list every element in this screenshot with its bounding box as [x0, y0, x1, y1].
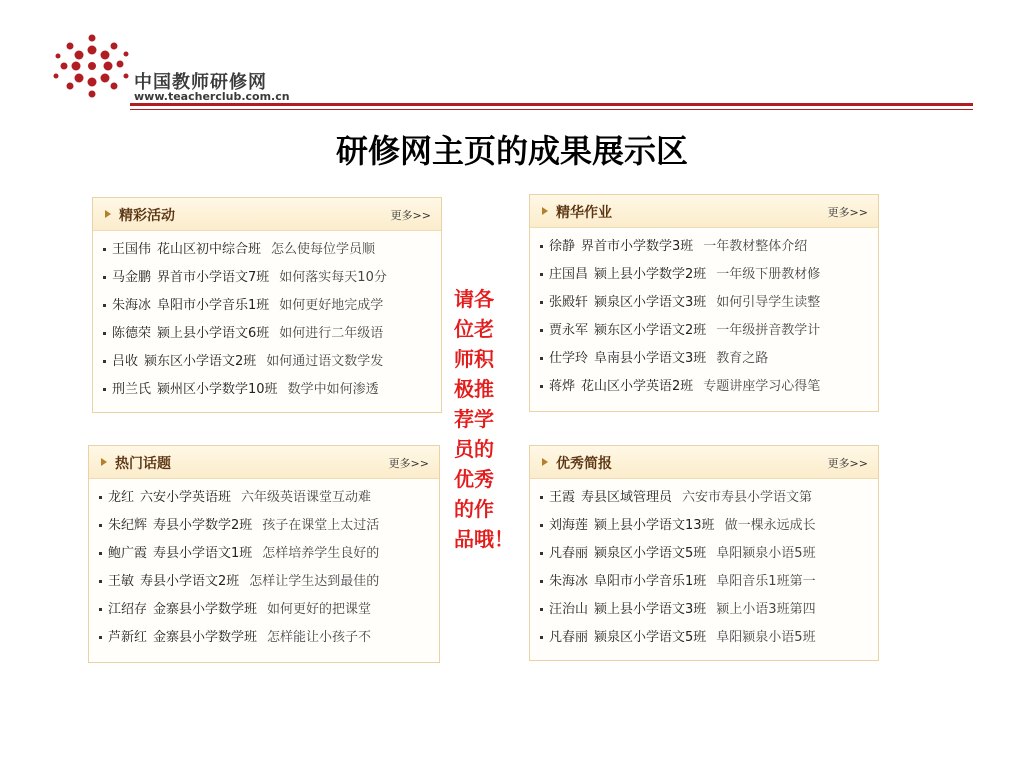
item-topic[interactable]: 怎样能让小孩子不 — [267, 630, 372, 645]
class-name[interactable]: 阜南县小学语文3班 — [594, 351, 707, 366]
item-topic[interactable]: 六年级英语课堂互动难 — [241, 490, 372, 505]
list-item[interactable] — [93, 236, 441, 264]
triangle-right-icon — [542, 207, 548, 215]
author-name[interactable]: 凡春丽 — [549, 630, 589, 645]
item-list — [93, 231, 441, 404]
bullet-icon — [540, 552, 543, 555]
class-name[interactable]: 寿县小学语文1班 — [153, 546, 253, 561]
note-line: 师积 — [454, 347, 494, 371]
list-item[interactable] — [530, 345, 878, 373]
item-topic[interactable]: 孩子在课堂上太过活 — [262, 518, 380, 533]
author-name[interactable]: 芦新红 — [108, 630, 148, 645]
class-name[interactable]: 寿县区域管理员 — [581, 490, 673, 505]
bullet-icon — [103, 248, 106, 251]
item-topic[interactable]: 做一棵永远成长 — [724, 518, 816, 533]
item-topic[interactable]: 如何落实每天10分 — [279, 270, 387, 285]
class-name[interactable]: 颍泉区小学语文5班 — [594, 546, 707, 561]
class-name[interactable]: 界首市小学数学3班 — [581, 239, 694, 254]
bullet-icon — [540, 496, 543, 499]
bullet-icon — [540, 385, 543, 388]
bullet-icon — [99, 524, 102, 527]
bullet-icon — [540, 245, 543, 248]
class-name[interactable]: 颍东区小学语文2班 — [594, 323, 707, 338]
note-line: 位老 — [454, 317, 494, 341]
item-list — [530, 228, 878, 401]
list-item[interactable] — [93, 376, 441, 404]
item-topic[interactable]: 如何引导学生读整 — [716, 295, 821, 310]
item-list — [530, 479, 878, 652]
panel-topics — [88, 445, 440, 663]
class-name[interactable]: 颍上县小学语文13班 — [594, 518, 715, 533]
bullet-icon — [103, 304, 106, 307]
bullet-icon — [103, 332, 106, 335]
list-item[interactable] — [89, 540, 439, 568]
bullet-icon — [103, 360, 106, 363]
list-item[interactable] — [93, 292, 441, 320]
author-name[interactable]: 王霞 — [549, 490, 576, 505]
triangle-right-icon — [101, 458, 107, 466]
recommend-note — [454, 284, 518, 554]
page-title: 研修网主页的成果展示区 — [335, 132, 688, 170]
list-item[interactable] — [89, 484, 439, 512]
panel-title: 精华作业 — [556, 205, 612, 221]
class-name[interactable]: 寿县小学数学2班 — [153, 518, 253, 533]
author-name[interactable]: 王国伟 — [112, 242, 152, 257]
bullet-icon — [99, 552, 102, 555]
author-name[interactable]: 刘海莲 — [549, 518, 589, 533]
item-list — [89, 479, 439, 652]
panel-homework — [529, 194, 879, 412]
item-topic[interactable]: 专题讲座学习心得笔 — [703, 379, 821, 394]
item-topic[interactable]: 如何进行二年级语 — [279, 326, 384, 341]
class-name[interactable]: 颍州区小学数学10班 — [157, 382, 278, 397]
bullet-icon — [540, 524, 543, 527]
list-item[interactable] — [530, 540, 878, 568]
item-topic[interactable]: 如何通过语文数学发 — [266, 354, 384, 369]
logo-name: 中国教师研修网 — [134, 72, 267, 93]
note-line: 的作 — [454, 497, 494, 521]
list-item[interactable] — [530, 624, 878, 652]
logo-flower-icon — [50, 28, 134, 108]
item-topic[interactable]: 阜阳颍泉小语5班 — [716, 630, 816, 645]
item-topic[interactable]: 一年级下册教材修 — [716, 267, 821, 282]
list-item[interactable] — [530, 568, 878, 596]
bullet-icon — [540, 329, 543, 332]
list-item[interactable] — [93, 348, 441, 376]
item-topic[interactable]: 如何更好地完成学 — [279, 298, 384, 313]
list-item[interactable] — [530, 596, 878, 624]
logo-url: www.teacherclub.com.cn — [134, 90, 290, 103]
author-name[interactable]: 庄国昌 — [549, 267, 589, 282]
bullet-icon — [540, 273, 543, 276]
list-item[interactable] — [89, 624, 439, 652]
author-name[interactable]: 江绍存 — [108, 602, 148, 617]
item-topic[interactable]: 一年级拼音教学计 — [716, 323, 821, 338]
more-link[interactable]: 更多>> — [388, 457, 429, 470]
bullet-icon — [540, 608, 543, 611]
class-name[interactable]: 颍上县小学语文6班 — [157, 326, 270, 341]
class-name[interactable]: 颍泉区小学语文3班 — [594, 295, 707, 310]
author-name[interactable]: 凡春丽 — [549, 546, 589, 561]
class-name[interactable]: 金寨县小学数学班 — [153, 630, 258, 645]
header-divider-thin — [130, 109, 973, 110]
class-name[interactable]: 颍东区小学语文2班 — [144, 354, 257, 369]
list-item[interactable] — [530, 512, 878, 540]
class-name[interactable]: 花山区小学英语2班 — [581, 379, 694, 394]
author-name[interactable]: 龙红 — [108, 490, 135, 505]
list-item[interactable] — [89, 568, 439, 596]
item-topic[interactable]: 怎样培养学生良好的 — [262, 546, 380, 561]
panel-header — [530, 195, 878, 228]
author-name[interactable]: 鲍广霞 — [108, 546, 148, 561]
bullet-icon — [103, 276, 106, 279]
item-topic[interactable]: 怎么使每位学员顺 — [271, 242, 376, 257]
class-name[interactable]: 寿县小学语文2班 — [140, 574, 240, 589]
more-link[interactable]: 更多>> — [827, 457, 868, 470]
triangle-right-icon — [105, 210, 111, 218]
site-logo[interactable] — [50, 28, 310, 108]
header-divider — [130, 103, 973, 106]
class-name[interactable]: 花山区初中综合班 — [157, 242, 262, 257]
class-name[interactable]: 阜阳市小学音乐1班 — [594, 574, 707, 589]
bullet-icon — [99, 636, 102, 639]
list-item[interactable] — [89, 512, 439, 540]
item-topic[interactable]: 怎样让学生达到最佳的 — [249, 574, 380, 589]
note-line: 优秀 — [454, 467, 494, 491]
item-topic[interactable]: 数学中如何渗透 — [287, 382, 379, 397]
bullet-icon — [540, 580, 543, 583]
bullet-icon — [99, 580, 102, 583]
bullet-icon — [540, 301, 543, 304]
more-link[interactable]: 更多>> — [390, 209, 431, 222]
list-item[interactable] — [530, 484, 878, 512]
item-topic[interactable]: 如何更好的把课堂 — [267, 602, 372, 617]
author-name[interactable]: 朱海冰 — [549, 574, 589, 589]
list-item[interactable] — [530, 233, 878, 261]
list-item[interactable] — [530, 373, 878, 401]
class-name[interactable]: 颍泉区小学语文5班 — [594, 630, 707, 645]
note-line: 极推 — [454, 377, 494, 401]
list-item[interactable] — [530, 289, 878, 317]
class-name[interactable]: 界首市小学语文7班 — [157, 270, 270, 285]
author-name[interactable]: 蒋烨 — [549, 379, 576, 394]
bullet-icon — [540, 357, 543, 360]
panel-title: 热门话题 — [115, 456, 171, 472]
list-item[interactable] — [530, 261, 878, 289]
panel-title: 精彩活动 — [119, 208, 175, 224]
author-name[interactable]: 陈德荣 — [112, 326, 152, 341]
class-name[interactable]: 颍上县小学语文3班 — [594, 602, 707, 617]
bullet-icon — [103, 388, 106, 391]
class-name[interactable]: 颍上县小学数学2班 — [594, 267, 707, 282]
author-name[interactable]: 汪治山 — [549, 602, 589, 617]
more-link[interactable]: 更多>> — [827, 206, 868, 219]
panel-briefs — [529, 445, 879, 661]
item-topic[interactable]: 阜阳颍泉小语5班 — [716, 546, 816, 561]
bullet-icon — [99, 608, 102, 611]
class-name[interactable]: 金寨县小学数学班 — [153, 602, 258, 617]
author-name[interactable]: 张殿轩 — [549, 295, 589, 310]
class-name[interactable]: 六安小学英语班 — [140, 490, 232, 505]
class-name[interactable]: 阜阳市小学音乐1班 — [157, 298, 270, 313]
note-line: 员的 — [454, 437, 494, 461]
panel-header — [89, 446, 439, 479]
author-name[interactable]: 徐静 — [549, 239, 576, 254]
author-name[interactable]: 朱海冰 — [112, 298, 152, 313]
triangle-right-icon — [542, 458, 548, 466]
note-line: 荐学 — [454, 407, 494, 431]
bullet-icon — [99, 496, 102, 499]
note-line: 品哦！ — [454, 527, 514, 551]
list-item[interactable] — [530, 317, 878, 345]
author-name[interactable]: 刑兰氏 — [112, 382, 152, 397]
author-name[interactable]: 吕收 — [112, 354, 139, 369]
author-name[interactable]: 王敏 — [108, 574, 135, 589]
author-name[interactable]: 仕学玲 — [549, 351, 589, 366]
item-topic[interactable]: 六安市寿县小学语文第 — [682, 490, 813, 505]
author-name[interactable]: 朱纪辉 — [108, 518, 148, 533]
list-item[interactable] — [93, 264, 441, 292]
author-name[interactable]: 贾永军 — [549, 323, 589, 338]
panel-title: 优秀简报 — [556, 456, 612, 472]
bullet-icon — [540, 636, 543, 639]
panel-header — [93, 198, 441, 231]
item-topic[interactable]: 阜阳音乐1班第一 — [716, 574, 816, 589]
list-item[interactable] — [89, 596, 439, 624]
item-topic[interactable]: 一年教材整体介绍 — [703, 239, 808, 254]
item-topic[interactable]: 教育之路 — [716, 351, 769, 366]
list-item[interactable] — [93, 320, 441, 348]
panel-header — [530, 446, 878, 479]
author-name[interactable]: 马金鹏 — [112, 270, 152, 285]
panel-activities — [92, 197, 442, 413]
note-line: 请各 — [454, 287, 494, 311]
item-topic[interactable]: 颍上小语3班第四 — [716, 602, 816, 617]
